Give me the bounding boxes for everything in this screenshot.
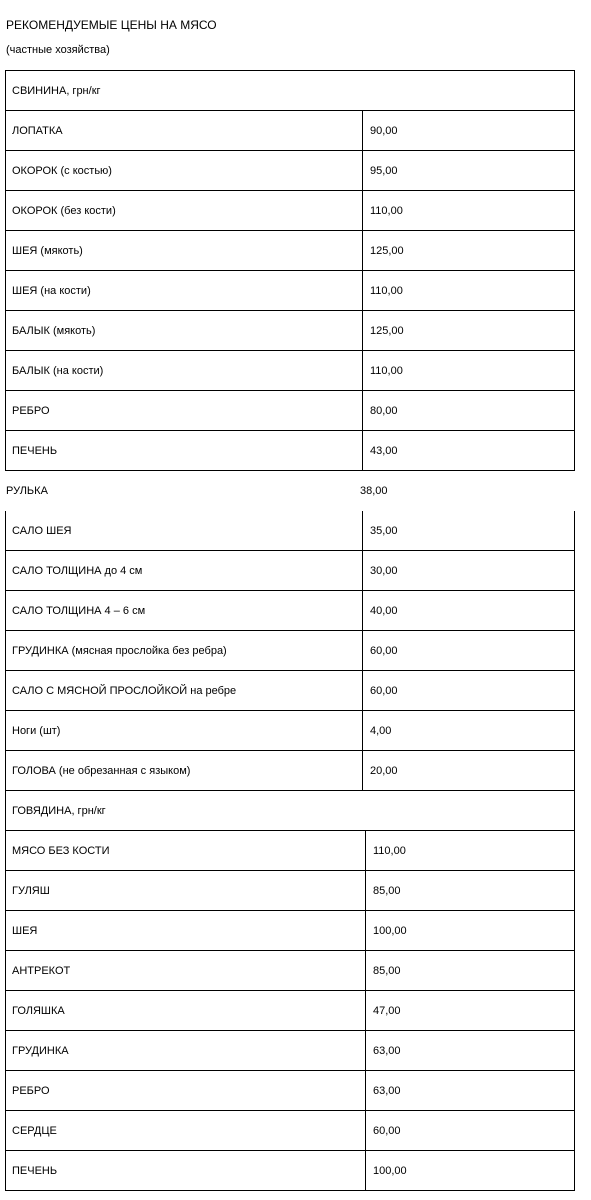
item-price: 110,00 xyxy=(370,284,403,297)
table-row xyxy=(5,831,575,871)
section-header-row xyxy=(5,70,575,111)
item-name: ШЕЯ xyxy=(12,924,38,937)
item-name: ГРУДИНКА (мясная прослойка без ребра) xyxy=(12,644,227,657)
item-name: БАЛЫК (на кости) xyxy=(12,364,104,377)
table-row xyxy=(5,311,575,351)
table-row xyxy=(5,431,575,471)
table-row xyxy=(5,231,575,271)
item-name: САЛО ТОЛЩИНА до 4 см xyxy=(12,564,143,577)
item-price: 85,00 xyxy=(373,964,401,977)
table-row xyxy=(5,191,575,231)
item-price: 60,00 xyxy=(370,684,398,697)
item-name: ПЕЧЕНЬ xyxy=(12,444,58,457)
table-row xyxy=(5,591,575,631)
table-row xyxy=(5,151,575,191)
item-price: 63,00 xyxy=(373,1044,401,1057)
item-name: ОКОРОК (без кости) xyxy=(12,204,116,217)
item-name: ГУЛЯШ xyxy=(12,884,50,897)
table-row xyxy=(5,511,575,551)
item-price: 110,00 xyxy=(373,844,406,857)
item-price: 100,00 xyxy=(373,1164,407,1177)
item-price: 30,00 xyxy=(370,564,398,577)
item-name: РЕБРО xyxy=(12,1084,50,1097)
item-name: ПЕЧЕНЬ xyxy=(12,1164,58,1177)
item-name: Ноги (шт) xyxy=(12,724,61,737)
item-price: 100,00 xyxy=(373,924,407,937)
item-name: САЛО ТОЛЩИНА 4 – 6 см xyxy=(12,604,146,617)
table-row xyxy=(5,1151,575,1191)
page-subtitle: (частные хозяйства) xyxy=(6,44,110,56)
table-row xyxy=(5,751,575,791)
table-row xyxy=(5,111,575,151)
item-price: 38,00 xyxy=(360,485,388,497)
table-row xyxy=(5,711,575,751)
table-row xyxy=(5,1111,575,1151)
table-row xyxy=(5,671,575,711)
item-price: 80,00 xyxy=(370,404,398,417)
item-price: 90,00 xyxy=(370,124,398,137)
item-price: 125,00 xyxy=(370,324,404,337)
page-title: РЕКОМЕНДУЕМЫЕ ЦЕНЫ НА МЯСО xyxy=(6,18,217,32)
item-name: ШЕЯ (на кости) xyxy=(12,284,91,297)
table-row xyxy=(5,271,575,311)
item-price: 85,00 xyxy=(373,884,401,897)
item-price: 35,00 xyxy=(370,524,398,537)
item-price: 20,00 xyxy=(370,764,398,777)
item-name: БАЛЫК (мякоть) xyxy=(12,324,96,337)
item-name: САЛО С МЯСНОЙ ПРОСЛОЙКОЙ на ребре xyxy=(12,684,237,697)
table-row xyxy=(5,1071,575,1111)
section-header-row xyxy=(5,791,575,831)
item-name: РУЛЬКА xyxy=(6,485,48,497)
item-price: 110,00 xyxy=(370,204,403,217)
item-price: 95,00 xyxy=(370,164,398,177)
item-name: СЕРДЦЕ xyxy=(12,1124,57,1137)
item-name: САЛО ШЕЯ xyxy=(12,524,72,537)
item-name: РЕБРО xyxy=(12,404,50,417)
item-name: ГОЛЯШКА xyxy=(12,1004,65,1017)
item-name: ЛОПАТКА xyxy=(12,124,63,137)
table-row xyxy=(5,551,575,591)
item-price: 40,00 xyxy=(370,604,398,617)
item-price: 110,00 xyxy=(370,364,403,377)
item-price: 125,00 xyxy=(370,244,404,257)
table-row xyxy=(5,951,575,991)
item-price: 4,00 xyxy=(370,724,392,737)
table-row xyxy=(5,351,575,391)
item-name: ШЕЯ (мякоть) xyxy=(12,244,83,257)
item-price: 60,00 xyxy=(373,1124,401,1137)
table-row xyxy=(5,911,575,951)
table-row xyxy=(5,991,575,1031)
item-price: 63,00 xyxy=(373,1084,401,1097)
table-row xyxy=(5,631,575,671)
item-name: АНТРЕКОТ xyxy=(12,964,71,977)
table-row xyxy=(5,391,575,431)
item-name: ГОЛОВА (не обрезанная с языком) xyxy=(12,764,191,777)
item-price: 60,00 xyxy=(370,644,398,657)
item-name: ОКОРОК (с костью) xyxy=(12,164,112,177)
table-row xyxy=(5,871,575,911)
item-price: 47,00 xyxy=(373,1004,401,1017)
section-header-beef: ГОВЯДИНА, грн/кг xyxy=(12,804,106,817)
table-row xyxy=(5,471,575,511)
item-price: 43,00 xyxy=(370,444,398,457)
section-header-pork: СВИНИНА, грн/кг xyxy=(12,84,101,97)
item-name: ГРУДИНКА xyxy=(12,1044,69,1057)
item-name: МЯСО БЕЗ КОСТИ xyxy=(12,844,110,857)
table-row xyxy=(5,1031,575,1071)
